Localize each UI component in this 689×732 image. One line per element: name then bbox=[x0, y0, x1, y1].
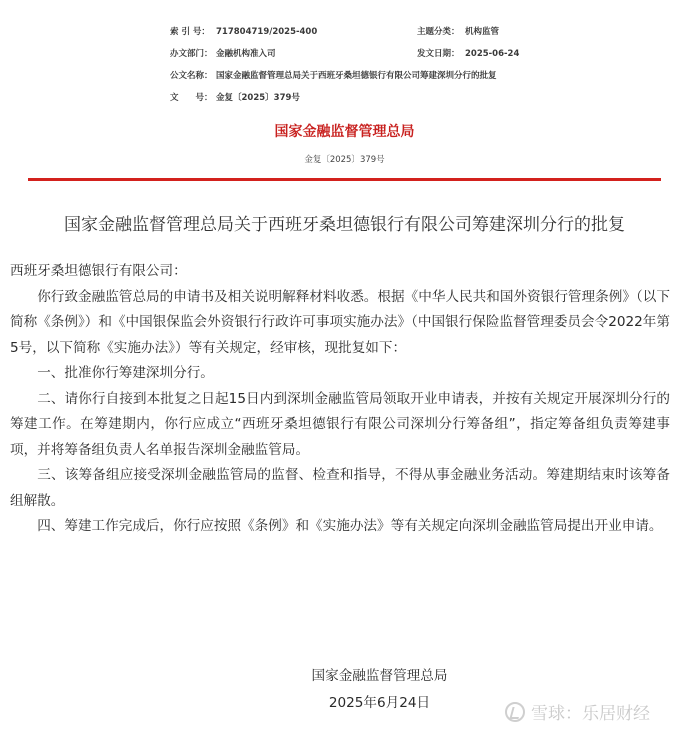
signature-date: 2025年6月24日 bbox=[328, 695, 431, 711]
issuing-agency-header: 国家金融监督管理总局 bbox=[274, 124, 415, 140]
meta-index bbox=[170, 25, 317, 37]
meta-category-value: 机构监管 bbox=[465, 27, 500, 37]
salutation: 西班牙桑坦德银行有限公司： bbox=[10, 263, 187, 279]
meta-category-label: 主题分类： bbox=[417, 27, 460, 37]
document-title: 国家金融监督管理总局关于西班牙桑坦德银行有限公司筹建深圳分行的批复 bbox=[64, 215, 625, 235]
meta-index-label: 索 引 号： bbox=[170, 27, 210, 37]
paragraph: 你行致金融监管总局的申请书及相关说明解释材料收悉。根据《中华人民共和国外资银行管理条例》（以下简称《条例》）和《中国银保监会外资银行行政许可事项实施办法》（中国银行保险监督管理委员会令2022年第5号，以下简称《实施办法》）等有关规定，经审核，现批复如下： bbox=[10, 288, 670, 356]
meta-date bbox=[417, 47, 519, 59]
paragraph: 三、该筹备组应接受深圳金融监管局的监督、检查和指导，不得从事金融业务活动。筹建期结束时该筹备组解散。 bbox=[10, 467, 670, 509]
watermark-text: 雪球：乐居财经 bbox=[531, 704, 650, 724]
document-body bbox=[10, 259, 670, 540]
paragraph: 一、批准你行筹建深圳分行。 bbox=[37, 365, 214, 381]
meta-name-value: 国家金融监督管理总局关于西班牙桑坦德银行有限公司筹建深圳分行的批复 bbox=[216, 71, 497, 81]
meta-name-label: 公文名称： bbox=[170, 71, 213, 81]
meta-category bbox=[417, 25, 499, 37]
meta-dept-value: 金融机构准入司 bbox=[216, 49, 276, 59]
paragraph: 二、请你行自接到本批复之日起15日内到深圳金融监管局领取开业申请表，并按有关规定开展深圳分行的筹建工作。在筹建期内，你行应成立“西班牙桑坦德银行有限公司深圳分行筹备组”，指定筹备组负责筹建事项，并将筹备组负责人名单报告深圳金融监管局。 bbox=[10, 390, 670, 458]
red-divider bbox=[28, 178, 661, 181]
document-number: 金复〔2025〕379号 bbox=[304, 155, 385, 165]
meta-name bbox=[170, 69, 497, 81]
meta-date-label: 发文日期： bbox=[417, 49, 460, 59]
meta-docno bbox=[170, 91, 300, 103]
meta-docno-label: 文 号： bbox=[170, 93, 213, 103]
paragraph: 四、筹建工作完成后，你行应按照《条例》和《实施办法》等有关规定向深圳金融监管局提出开业申请。 bbox=[37, 518, 663, 534]
signature-issuer: 国家金融监督管理总局 bbox=[311, 668, 448, 684]
meta-dept bbox=[170, 47, 276, 59]
meta-date-value: 2025-06-24 bbox=[465, 49, 520, 59]
watermark bbox=[505, 699, 650, 724]
meta-docno-value: 金复〔2025〕379号 bbox=[216, 93, 300, 103]
meta-index-value: 717804719/2025-400 bbox=[216, 27, 318, 37]
snowball-logo-icon bbox=[505, 702, 525, 722]
meta-dept-label: 办文部门： bbox=[170, 49, 213, 59]
